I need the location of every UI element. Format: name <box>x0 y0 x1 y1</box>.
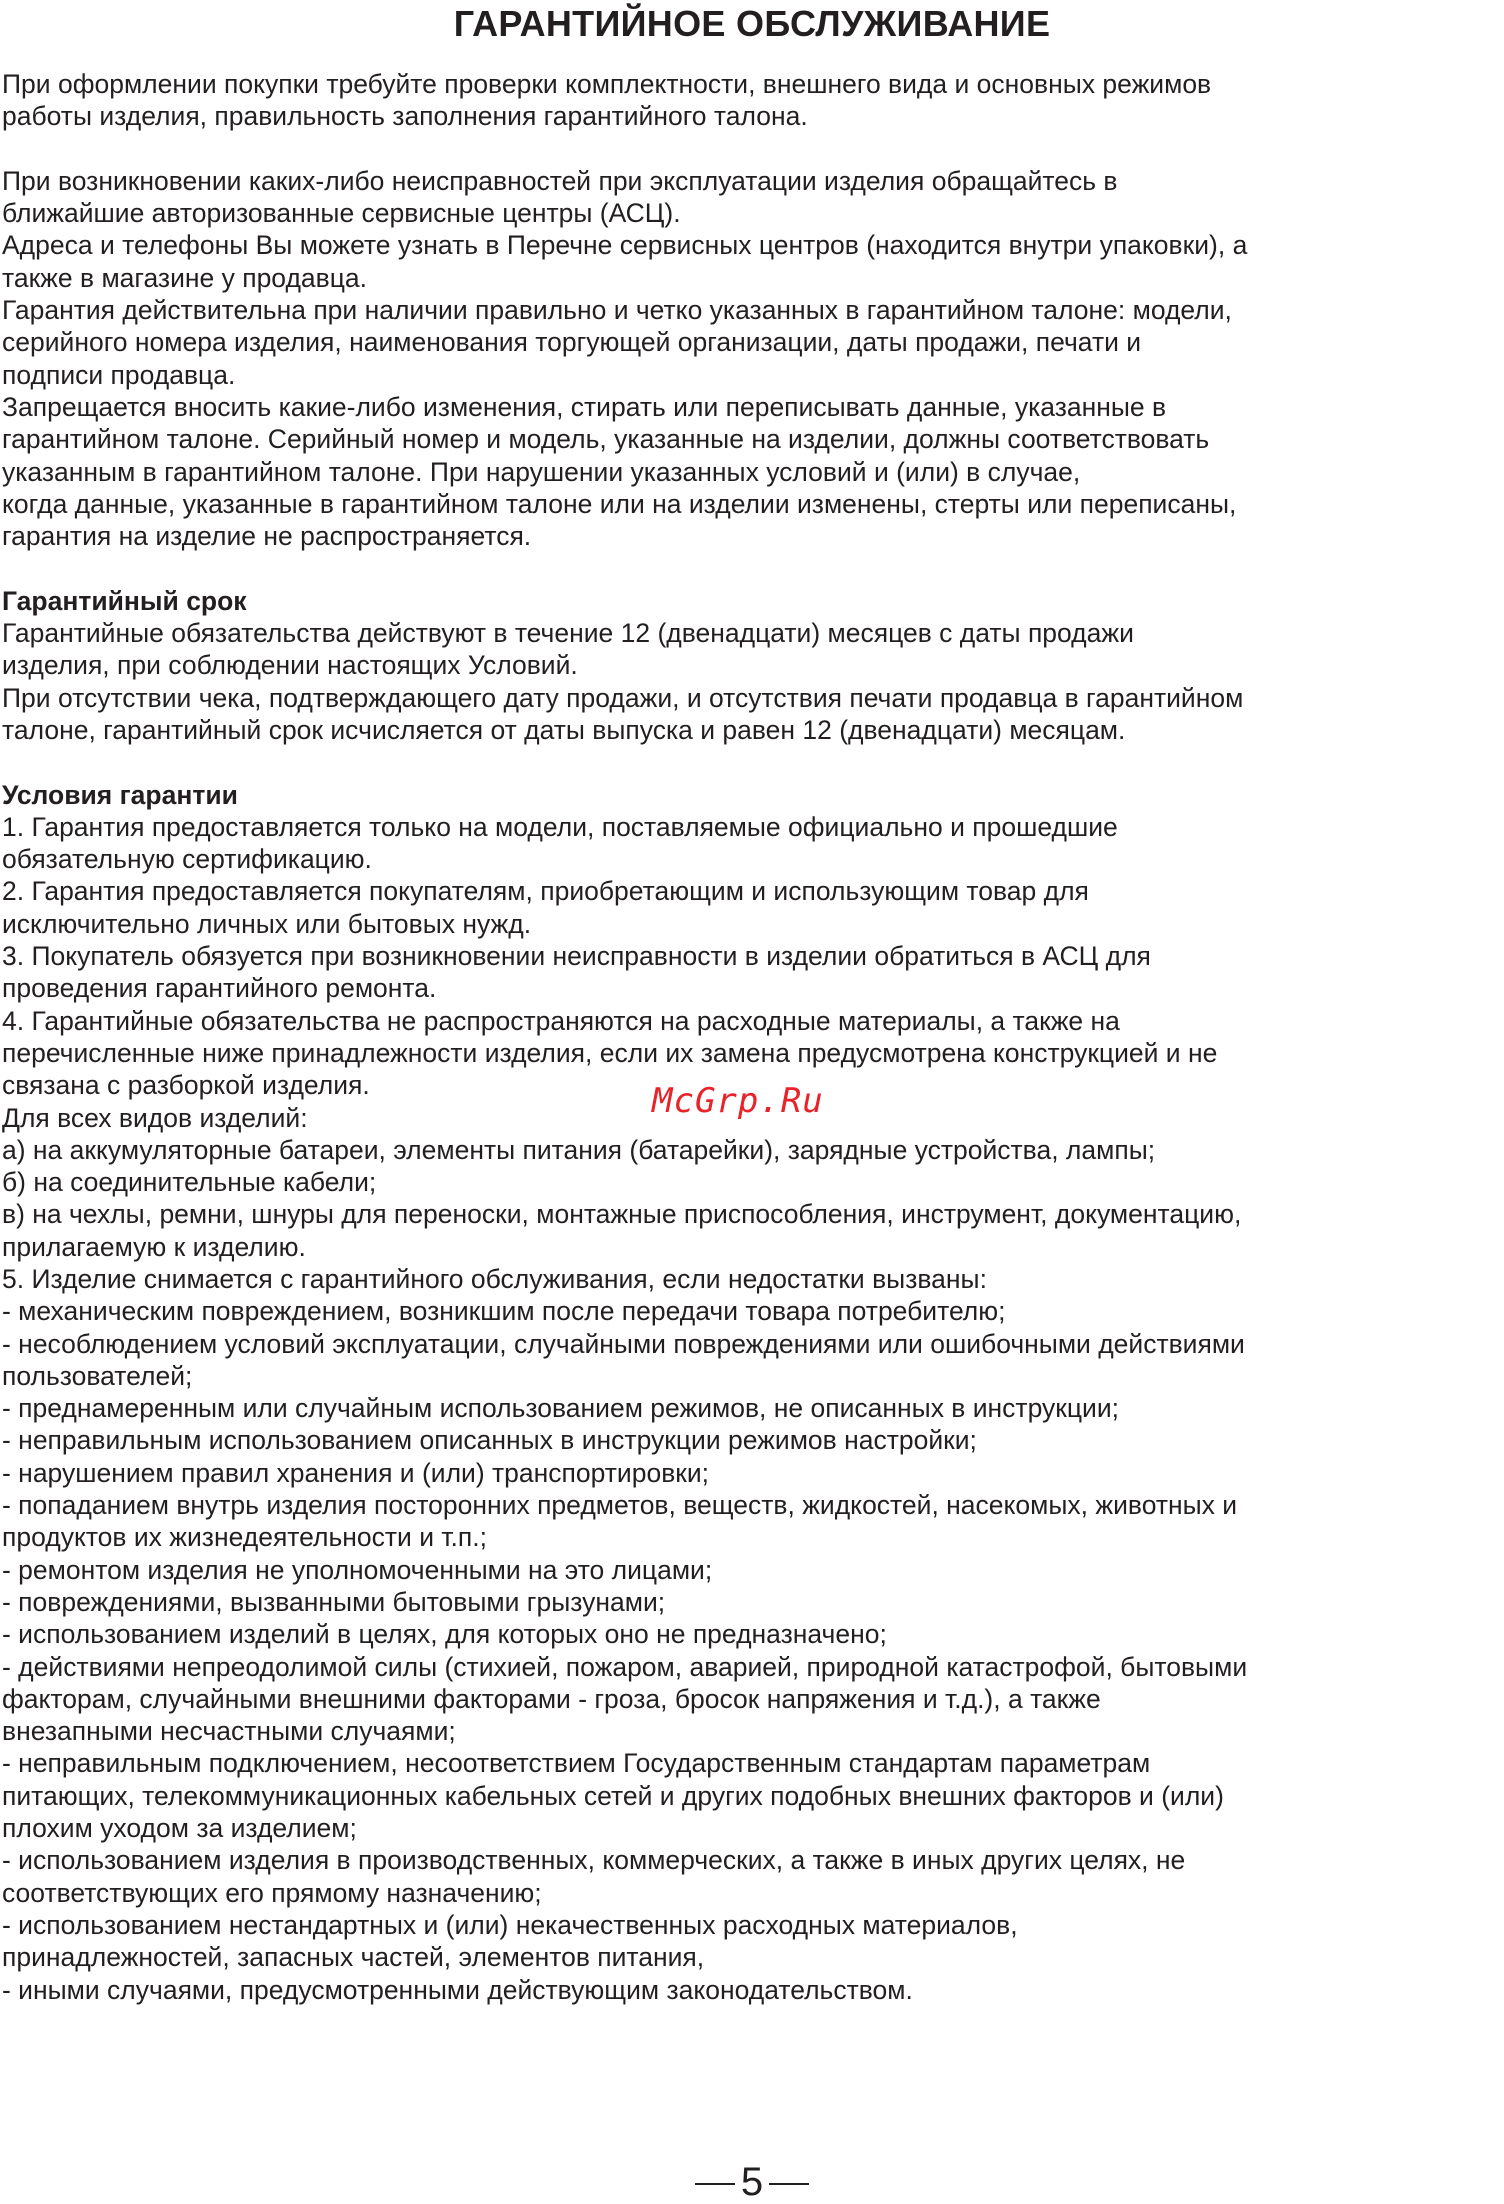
warranty-period-section <box>2 585 1502 746</box>
text-line: - неправильным использованием описанных в инструкции режимов настройки; <box>2 1425 977 1456</box>
text-line: внезапными несчастными случаями; <box>2 1716 456 1747</box>
text-line: принадлежностей, запасных частей, элементов питания, <box>2 1942 705 1973</box>
section-heading: Гарантийный срок <box>2 585 247 616</box>
text-line: 2. Гарантия предоставляется покупателям, приобретающим и использующим товар для <box>2 876 1089 907</box>
text-line: - использованием изделия в производственных, коммерческих, а также в иных других целях, не <box>2 1845 1186 1876</box>
text-line: 4. Гарантийные обязательства не распространяются на расходные материалы, а также на <box>2 1005 1120 1036</box>
text-line: - неправильным подключением, несоответствием Государственным стандартам параметрам <box>2 1748 1151 1779</box>
text-line: 1. Гарантия предоставляется только на модели, поставляемые официально и прошедшие <box>2 811 1118 842</box>
text-line: - несоблюдением условий эксплуатации, случайными повреждениями или ошибочными действиями <box>2 1328 1245 1359</box>
text-line: гарантия на изделие не распространяется. <box>2 521 532 552</box>
paragraph-gap <box>2 552 1502 584</box>
service-paragraph <box>2 165 1502 553</box>
page-number-dash-right <box>769 2183 809 2185</box>
page-number-value: 5 <box>740 2160 764 2204</box>
watermark-text: McGrp.Ru <box>652 1081 824 1121</box>
text-line: - иными случаями, предусмотренными действующим законодательством. <box>2 1974 913 2005</box>
page-number-dash-left <box>695 2183 735 2185</box>
text-line: - попаданием внутрь изделия посторонних предметов, веществ, жидкостей, насекомых, животных и <box>2 1490 1238 1521</box>
text-line: пользователей; <box>2 1360 193 1391</box>
text-line: изделия, при соблюдении настоящих Условий. <box>2 650 578 681</box>
text-line: факторам, случайными внешними факторами - гроза, бросок напряжения и т.д.), а также <box>2 1683 1101 1714</box>
text-line: Адреса и телефоны Вы можете узнать в Перечне сервисных центров (находится внутри упаковки), а <box>2 230 1248 261</box>
text-line: При оформлении покупки требуйте проверки комплектности, внешнего вида и основных режимов <box>2 69 1212 99</box>
page-title: ГАРАНТИЙНОЕ ОБСЛУЖИВАНИЕ <box>453 3 1051 44</box>
text-line: - преднамеренным или случайным использованием режимов, не описанных в инструкции; <box>2 1393 1119 1424</box>
text-line: - использованием нестандартных и (или) некачественных расходных материалов, <box>2 1909 1018 1940</box>
text-line: проведения гарантийного ремонта. <box>2 973 437 1004</box>
text-line: ближайшие авторизованные сервисные центры (АСЦ). <box>2 198 681 229</box>
text-line: питающих, телекоммуникационных кабельных сетей и других подобных внешних факторов и (или) <box>2 1780 1224 1811</box>
paragraph-gap <box>2 133 1502 165</box>
text-line: соответствующих его прямому назначению; <box>2 1877 542 1908</box>
text-line: исключительно личных или бытовых нужд. <box>2 908 532 939</box>
text-line: также в магазине у продавца. <box>2 262 368 293</box>
document-body <box>2 68 1502 2006</box>
paragraph-gap <box>2 746 1502 778</box>
text-line: плохим уходом за изделием; <box>2 1813 357 1844</box>
section-heading: Условия гарантии <box>2 779 238 810</box>
page-number <box>0 2162 1504 2202</box>
text-line: Гарантия действительна при наличии правильно и четко указанных в гарантийном талоне: модели, <box>2 295 1232 326</box>
text-line: - повреждениями, вызванными бытовыми грызунами; <box>2 1586 666 1617</box>
text-line: талоне, гарантийный срок исчисляется от даты выпуска и равен 12 (двенадцати) месяцам. <box>2 714 1126 745</box>
text-line: серийного номера изделия, наименования торгующей организации, даты продажи, печати и <box>2 327 1142 358</box>
text-line: работы изделия, правильность заполнения гарантийного талона. <box>2 101 808 132</box>
text-line: Для всех видов изделий: <box>2 1102 308 1133</box>
text-line: подписи продавца. <box>2 359 236 390</box>
text-line: прилагаемую к изделию. <box>2 1231 306 1262</box>
text-line: Гарантийные обязательства действуют в течение 12 (двенадцати) месяцев с даты продажи <box>2 618 1134 649</box>
text-line: продуктов их жизнедеятельности и т.п.; <box>2 1522 487 1553</box>
text-line: связана с разборкой изделия. <box>2 1070 370 1101</box>
text-line: Запрещается вносить какие-либо изменения, стирать или переписывать данные, указанные в <box>2 391 1167 422</box>
text-line: перечисленные ниже принадлежности изделия, если их замена предусмотрена конструкцией и не <box>2 1037 1218 1068</box>
text-line: когда данные, указанные в гарантийном талоне или на изделии изменены, стерты или переписаны, <box>2 488 1237 519</box>
text-line: - нарушением правил хранения и (или) транспортировки; <box>2 1457 710 1488</box>
warranty-conditions-section <box>2 779 1502 2006</box>
text-line: При возникновении каких-либо неисправностей при эксплуатации изделия обращайтесь в <box>2 165 1118 196</box>
text-line: - ремонтом изделия не уполномоченными на это лицами; <box>2 1554 713 1585</box>
text-line: 3. Покупатель обязуется при возникновении неисправности в изделии обратиться в АСЦ для <box>2 941 1151 972</box>
text-line: При отсутствии чека, подтверждающего дату продажи, и отсутствия печати продавца в гарантийном <box>2 682 1244 713</box>
text-line: - механическим повреждением, возникшим после передачи товара потребителю; <box>2 1296 1006 1327</box>
text-line: в) на чехлы, ремни, шнуры для переноски, монтажные приспособления, инструмент, документацию, <box>2 1199 1242 1230</box>
text-line: указанным в гарантийном талоне. При нарушении указанных условий и (или) в случае, <box>2 456 1081 487</box>
text-line: - использованием изделий в целях, для которых оно не предназначено; <box>2 1619 887 1650</box>
text-line: гарантийном талоне. Серийный номер и модель, указанные на изделии, должны соответствовать <box>2 424 1210 455</box>
text-line: - действиями непреодолимой силы (стихией, пожаром, аварией, природной катастрофой, бытовыми <box>2 1651 1248 1682</box>
text-line: обязательную сертификацию. <box>2 844 372 875</box>
intro-paragraph <box>2 68 1502 133</box>
text-line: а) на аккумуляторные батареи, элементы питания (батарейки), зарядные устройства, лампы; <box>2 1134 1156 1165</box>
text-line: 5. Изделие снимается с гарантийного обслуживания, если недостатки вызваны: <box>2 1263 987 1294</box>
text-line: б) на соединительные кабели; <box>2 1167 377 1198</box>
